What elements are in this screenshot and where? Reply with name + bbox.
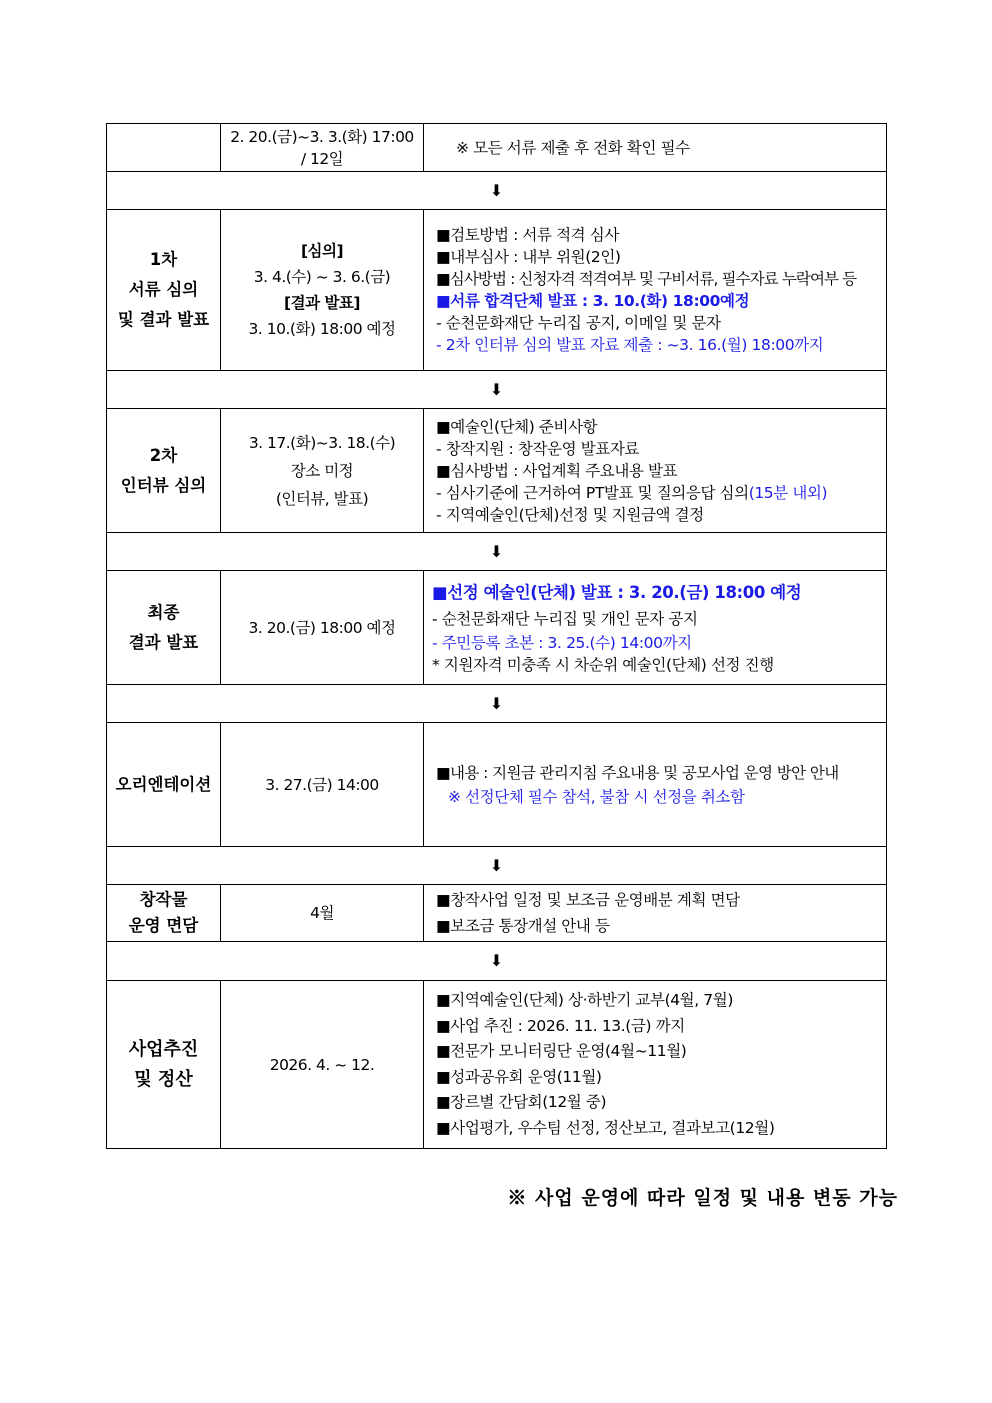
stage-label: 및 정산: [134, 1068, 193, 1090]
stage-label: 결과 발표: [128, 632, 199, 652]
date-cell: [221, 885, 424, 942]
desc-item: ■예술인(단체) 준비사항: [436, 417, 598, 436]
stage-cell: [107, 124, 221, 172]
date-text: (인터뷰, 발표): [275, 489, 369, 508]
table-row: [107, 723, 887, 847]
desc-item: ■사업평가, 우수팀 선정, 정산보고, 결과보고(12월): [436, 1118, 775, 1137]
desc-cell: [424, 124, 887, 172]
desc-cell: [424, 885, 887, 942]
desc-cell: [424, 723, 887, 847]
stage-label: 운영 면담: [128, 916, 199, 935]
date-text: 4월: [310, 904, 334, 922]
desc-item: ■검토방법 : 서류 적격 심사: [436, 226, 619, 244]
date-text: 2026. 4. ~ 12.: [269, 1055, 375, 1074]
table-row: [107, 885, 887, 942]
duration-note: (15분 내외): [748, 483, 828, 502]
date-text: / 12일: [300, 149, 344, 168]
down-arrow-icon: ⬇: [489, 180, 504, 200]
desc-item: - 지역예술인(단체)선정 및 지원금액 결정: [436, 505, 704, 524]
desc-item: ■사업 추진 : 2026. 11. 13.(금) 까지: [436, 1016, 685, 1035]
desc-cell: [424, 981, 887, 1149]
date-cell: [221, 409, 424, 533]
desc-cell: [424, 571, 887, 685]
stage-label: 사업추진: [128, 1038, 199, 1060]
desc-item: ■전문가 모니터링단 운영(4월~11월): [436, 1042, 687, 1060]
arrow-row: [107, 533, 887, 571]
stage-cell: [107, 409, 221, 533]
desc-item: ※ 선정단체 필수 참석, 불참 시 선정을 취소함: [448, 787, 745, 806]
desc-cell: [424, 409, 887, 533]
stage-label: 창작물: [139, 890, 188, 909]
desc-item: ■내용 : 지원금 관리지침 주요내용 및 공모사업 운영 방안 안내: [436, 763, 839, 782]
down-arrow-icon: ⬇: [489, 951, 504, 970]
date-text: 3. 4.(수) ~ 3. 6.(금): [253, 268, 391, 286]
date-text: 장소 미정: [290, 461, 354, 480]
date-cell: [221, 571, 424, 685]
arrow-row: [107, 371, 887, 409]
desc-item: ■보조금 통장개설 안내 등: [436, 917, 610, 935]
table-row: [107, 981, 887, 1149]
stage-label: 최종: [147, 602, 180, 622]
stage-cell: [107, 210, 221, 371]
stage-cell: [107, 571, 221, 685]
stage-label: 2차: [149, 445, 178, 465]
down-arrow-icon: ⬇: [489, 693, 504, 713]
date-cell: [221, 723, 424, 847]
date-text: 3. 17.(화)~3. 18.(수): [248, 433, 396, 452]
stage-cell: [107, 981, 221, 1149]
date-cell: [221, 124, 424, 172]
desc-item: ■성과공유회 운영(11월): [436, 1067, 602, 1086]
arrow-row: [107, 172, 887, 210]
arrow-row: [107, 685, 887, 723]
date-cell: [221, 981, 424, 1149]
stage-label: 1차: [149, 250, 178, 269]
stage-label: 인터뷰 심의: [120, 475, 207, 495]
desc-item: - 창작지원 : 창작운영 발표자료: [436, 439, 640, 458]
desc-item: ■선정 예술인(단체) 발표 : 3. 20.(금) 18:00 예정: [432, 582, 802, 602]
date-text: 3. 20.(금) 18:00 예정: [248, 618, 396, 637]
date-text: 3. 27.(금) 14:00: [265, 775, 379, 794]
desc-item: ■심사방법 : 신청자격 적격여부 및 구비서류, 필수자료 누락여부 등: [436, 270, 857, 288]
stage-label: 오리엔테이션: [115, 774, 212, 794]
desc-item: - 순천문화재단 누리집 및 개인 문자 공지: [432, 609, 698, 628]
date-heading: [결과 발표]: [284, 294, 360, 312]
desc-item: ■창작사업 일정 및 보조금 운영배분 계획 면담: [436, 891, 740, 909]
stage-label: 및 결과 발표: [117, 310, 210, 329]
down-arrow-icon: ⬇: [489, 379, 504, 399]
date-heading: [심의]: [300, 242, 344, 260]
desc-cell: [424, 210, 887, 371]
schedule-table: [106, 123, 887, 1149]
arrow-row: [107, 847, 887, 885]
arrow-row: [107, 942, 887, 981]
desc-item: - 주민등록 초본 : 3. 25.(수) 14:00까지: [432, 633, 692, 652]
footnote: ※ 사업 운영에 따라 일정 및 내용 변동 가능: [507, 1187, 898, 1209]
table-row: [107, 571, 887, 685]
desc-item: ■장르별 간담회(12월 중): [436, 1093, 607, 1111]
down-arrow-icon: ⬇: [489, 855, 504, 875]
stage-cell: [107, 885, 221, 942]
date-cell: [221, 210, 424, 371]
desc-item: * 지원자격 미충족 시 차순위 예술인(단체) 선정 진행: [432, 655, 774, 674]
date-text: 3. 10.(화) 18:00 예정: [248, 320, 396, 338]
date-text: 2. 20.(금)~3. 3.(화) 17:00: [230, 127, 414, 146]
desc-item: ■내부심사 : 내부 위원(2인): [436, 248, 621, 266]
note-text: ※ 모든 서류 제출 후 전화 확인 필수: [456, 138, 690, 157]
table-row: [107, 409, 887, 533]
table-row: [107, 210, 887, 371]
down-arrow-icon: ⬇: [489, 541, 504, 561]
desc-item: ■서류 합격단체 발표 : 3. 10.(화) 18:00예정: [436, 292, 750, 310]
table-row: [107, 124, 887, 172]
desc-item: - 순천문화재단 누리집 공지, 이메일 및 문자: [436, 314, 721, 332]
desc-item: - 2차 인터뷰 심의 발표 자료 제출 : ~3. 16.(월) 18:00까지: [436, 336, 824, 354]
desc-item: - 심사기준에 근거하여 PT발표 및 질의응답 심의: [436, 483, 749, 502]
stage-cell: [107, 723, 221, 847]
desc-item: ■심사방법 : 사업계획 주요내용 발표: [436, 461, 678, 480]
stage-label: 서류 심의: [128, 280, 199, 299]
desc-item: ■지역예술인(단체) 상·하반기 교부(4월, 7월): [436, 991, 733, 1009]
